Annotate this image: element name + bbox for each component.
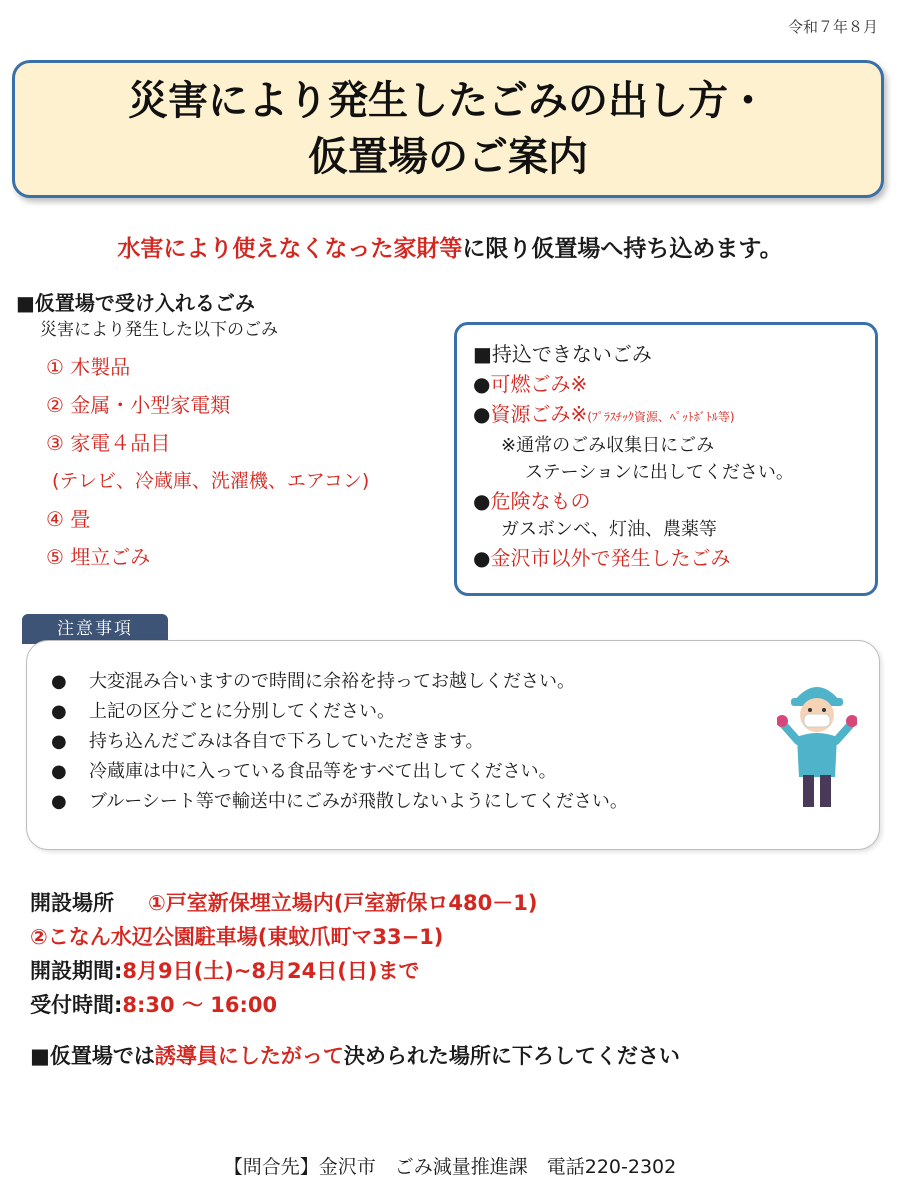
accepted-item: ① 木製品	[46, 355, 131, 379]
resource-label: 資源ごみ※	[490, 402, 588, 426]
hours-label: 受付時間:	[30, 993, 123, 1017]
lead-emphasis: 水害により使えなくなった家財等	[117, 236, 463, 262]
location-2: ②こなん水辺公園駐車場(東蚊爪町マ33−1)	[30, 925, 444, 949]
caution-tab: 注意事項	[22, 614, 168, 644]
caution-list	[51, 667, 628, 817]
burnable-label: 可燃ごみ※	[490, 372, 588, 396]
bullet-icon: ●	[51, 701, 67, 722]
accepted-waste-section	[16, 288, 456, 576]
accepted-item-detail: (テレビ、冷蔵庫、洗濯機、エアコン)	[52, 470, 370, 492]
bullet-icon: ●	[51, 791, 67, 812]
lead-rest: に限り仮置場へ持ち込めます。	[462, 236, 783, 262]
location-label: 開設場所	[30, 891, 114, 915]
station-note-2: ステーションに出してください。	[525, 462, 794, 483]
period-label: 開設期間:	[30, 959, 123, 983]
bullet-icon: ●	[473, 489, 491, 513]
accepted-list	[16, 348, 456, 576]
not-accepted-item	[473, 399, 865, 432]
location-1: ①戸室新保埋立場内(戸室新保ロ480－1)	[148, 891, 538, 915]
lead-text	[0, 230, 900, 263]
bullet-icon: ●	[51, 761, 67, 782]
bullet-icon: ●	[473, 402, 491, 426]
accepted-item: ② 金属・小型家電類	[46, 393, 231, 417]
not-accepted-heading: ■持込できないごみ	[473, 342, 652, 366]
title-line-2: 仮置場のご案内	[308, 134, 588, 180]
notice-emphasis: 誘導員にしたがって	[154, 1044, 344, 1068]
caution-text: ブルーシート等で輸送中にごみが飛散しないようにしてください。	[89, 791, 628, 812]
accepted-heading: ■仮置場で受け入れるごみ	[16, 291, 255, 315]
notice-post: 決められた場所に下ろしてください	[343, 1044, 680, 1068]
caution-text: 持ち込んだごみは各自で下ろしていただきます。	[89, 731, 484, 752]
dangerous-label: 危険なもの	[490, 489, 591, 513]
hours-value: 8:30 ～ 16:00	[122, 993, 278, 1017]
accepted-item: ③ 家電４品目	[46, 431, 171, 455]
accepted-item: ⑤ 埋立ごみ	[46, 545, 151, 569]
not-accepted-item	[473, 486, 865, 516]
period-value: 8月9日(土)~8月24日(日)まで	[122, 959, 420, 983]
caution-text: 冷蔵庫は中に入っている食品等をすべて出してください。	[89, 761, 557, 782]
worker-illustration-icon	[777, 665, 857, 815]
accepted-item: ④ 畳	[46, 507, 91, 531]
notice-pre: ■仮置場では	[30, 1044, 155, 1068]
title-banner	[12, 60, 884, 198]
contact-info: 【問合先】金沢市 ごみ減量推進課 電話220-2302	[223, 1156, 677, 1178]
caution-item	[51, 667, 628, 697]
caution-item	[51, 697, 628, 727]
dangerous-examples: ガスボンベ、灯油、農薬等	[501, 519, 717, 540]
not-accepted-item	[473, 369, 865, 399]
resource-note: (ﾌﾟﾗｽﾁｯｸ資源、ﾍﾟｯﾄﾎﾞﾄﾙ等)	[587, 410, 735, 424]
bullet-icon: ●	[51, 671, 67, 692]
not-accepted-item	[473, 543, 865, 573]
accepted-subheading: 災害により発生した以下のごみ	[40, 320, 278, 340]
not-accepted-box	[454, 322, 878, 596]
venue-info	[30, 886, 870, 1022]
outside-city-label: 金沢市以外で発生したごみ	[490, 546, 731, 570]
title-line-1: 災害により発生したごみの出し方・	[128, 78, 768, 124]
bullet-icon: ●	[51, 731, 67, 752]
bullet-icon: ●	[473, 372, 491, 396]
caution-item	[51, 757, 628, 787]
issue-date: 令和７年８月	[787, 18, 878, 36]
hours-row	[30, 988, 870, 1022]
caution-box	[26, 640, 880, 850]
bullet-icon: ●	[473, 546, 491, 570]
guidance-notice	[30, 1040, 680, 1070]
caution-text: 大変混み合いますので時間に余裕を持ってお越しください。	[89, 671, 575, 692]
station-note-1: ※通常のごみ収集日にごみ	[501, 435, 715, 456]
period-row	[30, 954, 870, 988]
caution-text: 上記の区分ごとに分別してください。	[89, 701, 395, 722]
caution-item	[51, 727, 628, 757]
caution-item	[51, 787, 628, 817]
location-row	[30, 886, 870, 920]
